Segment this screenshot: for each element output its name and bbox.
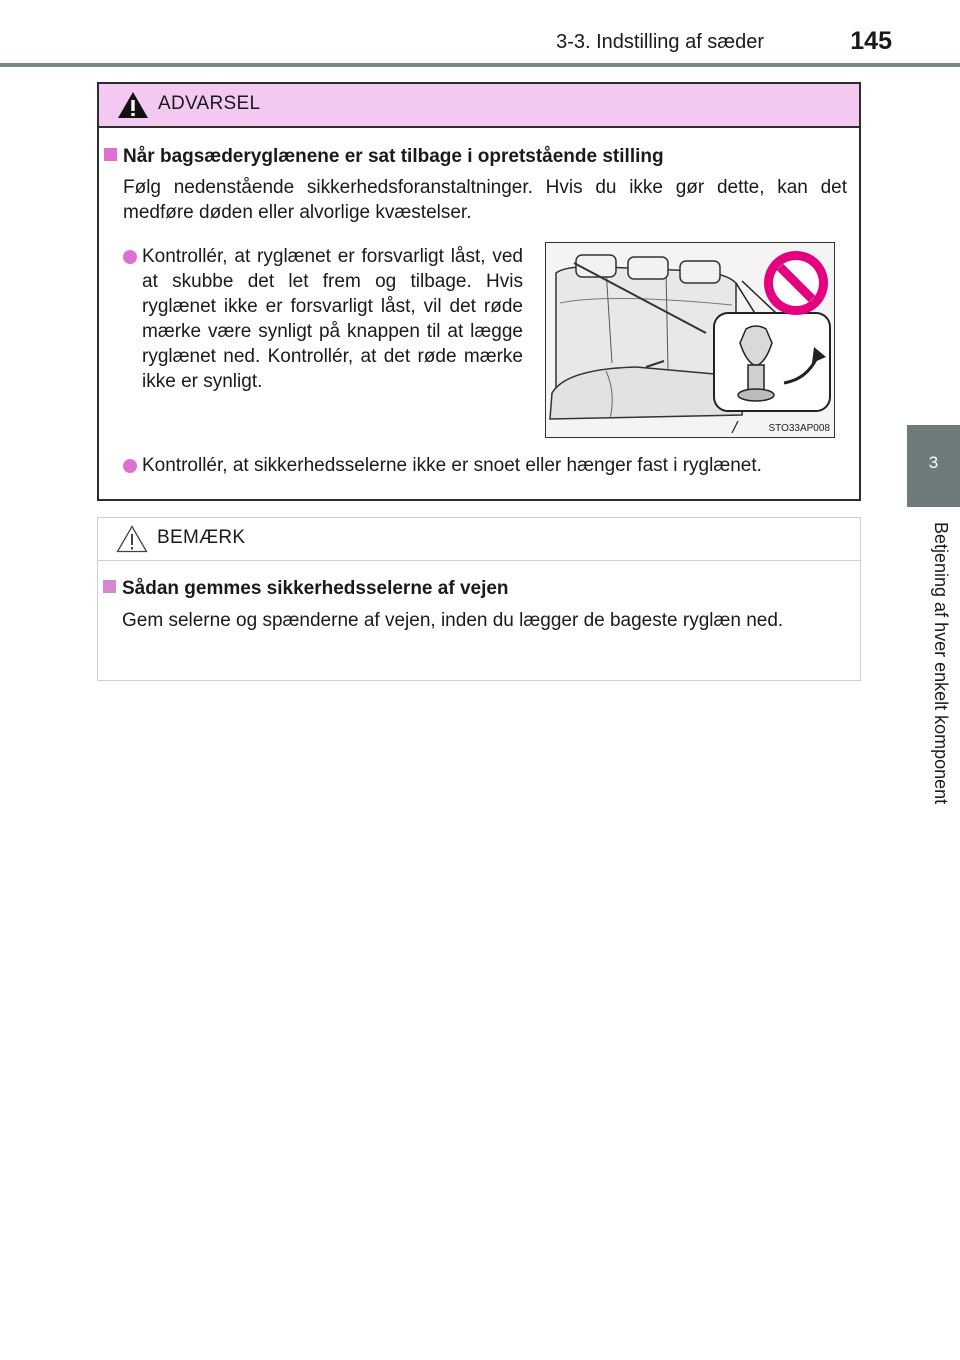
rear-seat-drawing [546,243,836,439]
note-section-title [103,578,509,600]
note-header [98,518,860,561]
note-box [97,517,861,681]
note-text: Gem selerne og spænderne af vejen, inden du lægger de bageste ryglæn ned. [122,610,784,631]
round-bullet-icon [123,250,137,264]
warning-bullet-text: Kontrollér, at ryglænet er forsvarligt låst, ved at skubbe det let frem og tilbage. Hvis ryglænet ikke er forsvarligt låst, vil det røde mærke være synligt på knappen til at lægge ryglænet ned. Kontrollér, at det røde mærke ikke er synligt. [142,246,523,392]
caution-triangle-outline-icon [116,525,148,553]
chapter-tab [907,425,960,507]
header-rule [0,63,960,67]
warning-bullet-text: Kontrollér, at sikkerhedsselerne ikke er snoet eller hænger fast i ryglænet. [142,455,762,476]
square-bullet-icon [103,580,116,593]
warning-section-title-text: Når bagsæderyglænene er sat tilbage i opretstående stilling [123,146,664,167]
seat-illustration [545,242,835,438]
warning-intro: Følg nedenstående sikkerhedsforanstaltninger. Hvis du ikke gør dette, kan det medføre døden eller alvorlige kvæstelser. [123,177,847,223]
warning-label: ADVARSEL [158,93,261,114]
warning-box [97,82,861,501]
page-number: 145 [850,27,892,55]
round-bullet-icon [123,459,137,473]
warning-section-title [104,146,664,168]
note-label: BEMÆRK [157,527,246,548]
illustration-code: STO33AP008 [768,423,830,434]
warning-bullet [123,453,863,478]
note-section-title-text: Sådan gemmes sikkerhedsselerne af vejen [122,578,509,599]
warning-bullet [123,244,523,394]
section-header-title: 3-3. Indstilling af sæder [556,31,764,53]
warning-triangle-icon [117,91,149,119]
warning-header [99,84,859,128]
square-bullet-icon [104,148,117,161]
chapter-label: Betjening af hver enkelt komponent [931,522,951,805]
chapter-number: 3 [928,453,939,472]
